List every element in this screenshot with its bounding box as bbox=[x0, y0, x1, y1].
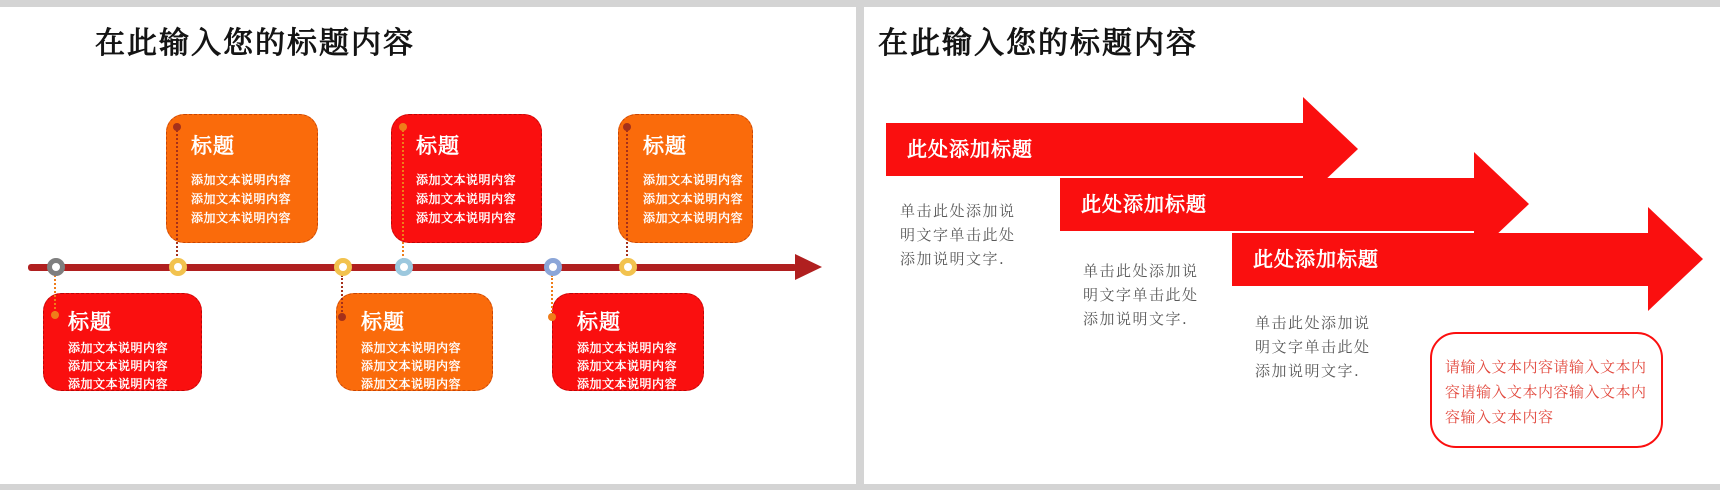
box-line: 添加文本说明内容 bbox=[68, 341, 169, 355]
timeline-arrow-icon bbox=[795, 254, 822, 280]
box-line: 添加文本说明内容 bbox=[643, 173, 744, 187]
description-text-3 bbox=[1255, 311, 1371, 383]
description-line: 添加说明文字. bbox=[900, 250, 1006, 268]
process-arrow-1 bbox=[886, 123, 1303, 176]
page-title: 在此输入您的标题内容 bbox=[878, 26, 1198, 61]
note-line: 容输入文本内容 bbox=[1445, 408, 1554, 426]
process-arrow-2 bbox=[1060, 178, 1474, 231]
arrow-head-icon bbox=[1648, 207, 1703, 311]
timeline-node-2 bbox=[169, 258, 187, 276]
description-text-1 bbox=[900, 199, 1016, 271]
box-line: 添加文本说明内容 bbox=[68, 377, 169, 391]
arrow-label: 此处添加标题 bbox=[1081, 192, 1207, 216]
arrow-label: 此处添加标题 bbox=[1253, 247, 1379, 271]
connector-bottom-3 bbox=[551, 275, 553, 319]
box-title: 标题 bbox=[643, 134, 687, 158]
description-line: 明文字单击此处 bbox=[900, 226, 1016, 244]
description-line: 添加说明文字. bbox=[1083, 310, 1189, 328]
box-line: 添加文本说明内容 bbox=[191, 192, 292, 206]
box-line: 添加文本说明内容 bbox=[416, 173, 517, 187]
timeline-node-3 bbox=[334, 258, 352, 276]
event-box-top-2 bbox=[391, 114, 542, 243]
timeline-node-1 bbox=[47, 258, 65, 276]
description-line: 添加说明文字. bbox=[1255, 362, 1361, 380]
box-line: 添加文本说明内容 bbox=[361, 377, 462, 391]
timeline-node-4 bbox=[395, 258, 413, 276]
connector-bottom-1 bbox=[54, 275, 56, 317]
box-line: 添加文本说明内容 bbox=[577, 359, 678, 373]
connector-dot-icon bbox=[399, 123, 407, 131]
box-line: 添加文本说明内容 bbox=[577, 377, 678, 391]
process-arrow-3 bbox=[1232, 233, 1648, 286]
box-title: 标题 bbox=[416, 134, 460, 158]
description-line: 明文字单击此处 bbox=[1255, 338, 1371, 356]
event-box-bottom-1 bbox=[43, 293, 202, 391]
box-line: 添加文本说明内容 bbox=[68, 359, 169, 373]
connector-top-1 bbox=[176, 125, 178, 264]
description-line: 单击此处添加说 bbox=[900, 202, 1016, 220]
box-title: 标题 bbox=[191, 134, 235, 158]
box-line: 添加文本说明内容 bbox=[643, 211, 744, 225]
box-line: 添加文本说明内容 bbox=[361, 359, 462, 373]
connector-dot-icon bbox=[338, 313, 346, 321]
slide-right-arrows[interactable] bbox=[864, 7, 1720, 484]
box-title: 标题 bbox=[68, 310, 112, 334]
box-line: 添加文本说明内容 bbox=[416, 211, 517, 225]
event-box-top-3 bbox=[618, 114, 753, 243]
arrow-label: 此处添加标题 bbox=[907, 137, 1033, 161]
connector-dot-icon bbox=[173, 123, 181, 131]
box-line: 添加文本说明内容 bbox=[577, 341, 678, 355]
connector-dot-icon bbox=[623, 123, 631, 131]
description-line: 单击此处添加说 bbox=[1255, 314, 1371, 332]
connector-dot-icon bbox=[548, 313, 556, 321]
event-box-top-1 bbox=[166, 114, 318, 243]
box-line: 添加文本说明内容 bbox=[191, 211, 292, 225]
description-text-2 bbox=[1083, 259, 1199, 331]
connector-dot-icon bbox=[51, 311, 59, 319]
connector-top-3 bbox=[626, 125, 628, 264]
event-box-bottom-3 bbox=[552, 293, 704, 391]
connector-bottom-2 bbox=[341, 275, 343, 319]
connector-top-2 bbox=[402, 125, 404, 264]
box-line: 添加文本说明内容 bbox=[643, 192, 744, 206]
box-line: 添加文本说明内容 bbox=[361, 341, 462, 355]
timeline-node-5 bbox=[544, 258, 562, 276]
description-line: 明文字单击此处 bbox=[1083, 286, 1199, 304]
note-box bbox=[1430, 332, 1663, 448]
timeline-node-6 bbox=[619, 258, 637, 276]
box-title: 标题 bbox=[577, 310, 621, 334]
page-title: 在此输入您的标题内容 bbox=[95, 26, 415, 61]
event-box-bottom-2 bbox=[336, 293, 493, 391]
box-line: 添加文本说明内容 bbox=[416, 192, 517, 206]
note-line: 请输入文本内容请输入文本内 bbox=[1445, 358, 1647, 376]
description-line: 单击此处添加说 bbox=[1083, 262, 1199, 280]
note-line: 容请输入文本内容输入文本内 bbox=[1445, 383, 1647, 401]
slide-left-timeline[interactable] bbox=[0, 7, 856, 484]
box-title: 标题 bbox=[361, 310, 405, 334]
box-line: 添加文本说明内容 bbox=[191, 173, 292, 187]
